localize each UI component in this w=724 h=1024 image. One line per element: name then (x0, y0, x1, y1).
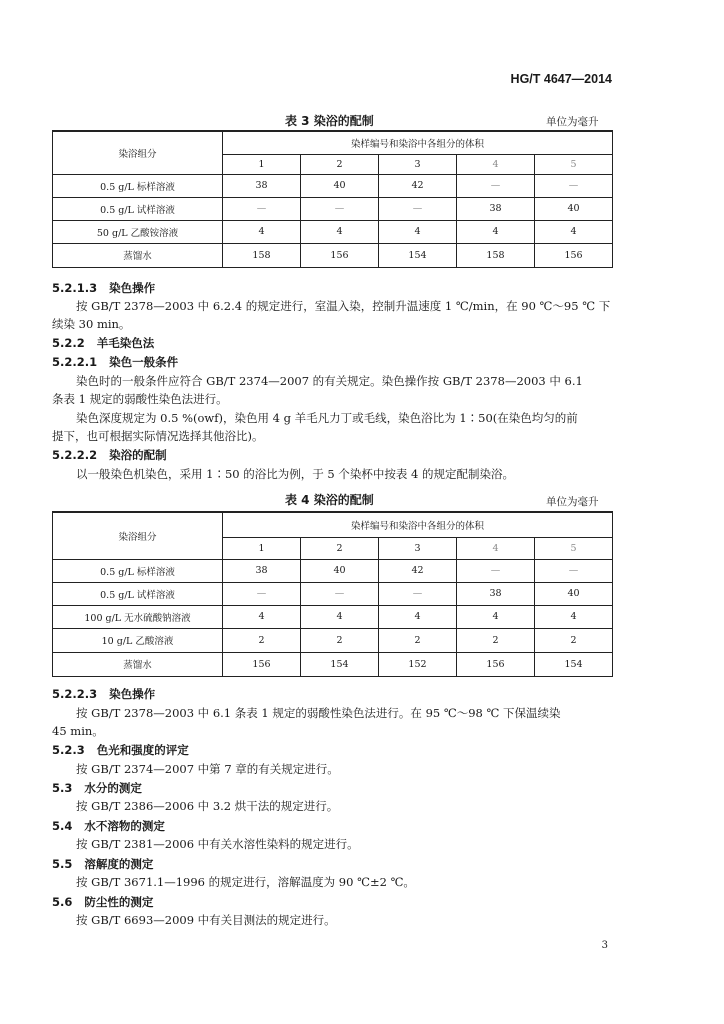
row-label: 蒸馏水 (53, 652, 223, 676)
page-number: 3 (601, 940, 608, 951)
table3-sample-number: 4 (457, 154, 535, 174)
section-number: 5.5 (52, 857, 73, 871)
paragraph-line: 染色时的一般条件应符合 GB/T 2374—2007 的有关规定。染色操作按 GB/T 2378—2003 中 6.1 (76, 374, 583, 388)
paragraph-line: 条表 1 规定的弱酸性染色法进行。 (52, 392, 228, 406)
cell-value: 38 (223, 559, 301, 582)
row-label: 0.5 g/L 标样溶液 (53, 174, 223, 197)
table4-sample-number: 5 (535, 537, 613, 559)
table4-sample-number: 2 (301, 537, 379, 559)
section-number: 5.2.2 (52, 336, 85, 350)
table4-sample-number: 3 (379, 537, 457, 559)
paragraph-line: 按 GB/T 2381—2006 中有关水溶性染料的规定进行。 (76, 837, 359, 851)
cell-value: — (223, 582, 301, 605)
cell-value: — (379, 582, 457, 605)
cell-value: — (223, 197, 301, 220)
table3 (52, 130, 613, 268)
table-row (53, 243, 613, 267)
table-row (53, 628, 613, 652)
section-heading-5-2-2 (52, 335, 154, 351)
cell-value: 2 (457, 628, 535, 652)
cell-value: 4 (535, 605, 613, 628)
table4-sample-number: 4 (457, 537, 535, 559)
cell-value: 156 (301, 243, 379, 267)
row-label: 0.5 g/L 标样溶液 (53, 559, 223, 582)
table3-component-header: 染浴组分 (53, 131, 223, 174)
cell-value: 40 (301, 174, 379, 197)
section-number: 5.3 (52, 781, 73, 795)
cell-value: 4 (379, 220, 457, 243)
cell-value: 154 (301, 652, 379, 676)
table4-sample-number: 1 (223, 537, 301, 559)
cell-value: 40 (535, 582, 613, 605)
paragraph-line: 以一般染色机染色，采用 1∶50 的浴比为例，于 5 个染杯中按表 4 的规定配制染浴。 (76, 467, 515, 481)
section-number: 5.4 (52, 819, 73, 833)
standard-code: HG/T 4647—2014 (510, 72, 612, 86)
paragraph-line: 按 GB/T 6693—2009 中有关目测法的规定进行。 (76, 913, 336, 927)
table4-caption: 表 4 染浴的配制 (285, 493, 374, 507)
section-number: 5.2.2.3 (52, 687, 98, 701)
cell-value: 38 (457, 197, 535, 220)
row-label: 100 g/L 无水硫酸钠溶液 (53, 605, 223, 628)
table3-group-header: 染样编号和染浴中各组分的体积 (223, 131, 613, 154)
cell-value: 156 (535, 243, 613, 267)
section-title: 水不溶物的测定 (84, 819, 165, 833)
table4-group-header: 染样编号和染浴中各组分的体积 (223, 512, 613, 537)
cell-value: 156 (223, 652, 301, 676)
section-title: 染色一般条件 (109, 355, 179, 369)
table4-component-header: 染浴组分 (53, 512, 223, 559)
cell-value: 4 (535, 220, 613, 243)
paragraph-line: 按 GB/T 2378—2003 中 6.1 条表 1 规定的弱酸性染色法进行。在 95 ℃～98 ℃ 下保温续染 (76, 706, 561, 720)
table3-unit: 单位为毫升 (546, 116, 599, 128)
cell-value: 4 (379, 605, 457, 628)
cell-value: 156 (457, 652, 535, 676)
cell-value: — (535, 559, 613, 582)
section-title: 染色操作 (109, 281, 156, 295)
section-heading-5-2-2-3 (52, 686, 155, 702)
row-label: 0.5 g/L 试样溶液 (53, 582, 223, 605)
table3-sample-number: 2 (301, 154, 379, 174)
section-number: 5.2.3 (52, 743, 85, 757)
table3-sample-number: 5 (535, 154, 613, 174)
section-title: 染浴的配制 (109, 448, 167, 462)
cell-value: 38 (457, 582, 535, 605)
paragraph-line: 续染 30 min。 (52, 317, 131, 331)
cell-value: 4 (301, 220, 379, 243)
section-title: 色光和强度的评定 (96, 743, 189, 757)
cell-value: — (379, 197, 457, 220)
table-row (53, 174, 613, 197)
table-row (53, 582, 613, 605)
row-label: 蒸馏水 (53, 243, 223, 267)
cell-value: — (535, 174, 613, 197)
cell-value: 2 (301, 628, 379, 652)
table-row (53, 197, 613, 220)
section-number: 5.2.2.2 (52, 448, 98, 462)
cell-value: 4 (223, 220, 301, 243)
cell-value: 154 (379, 243, 457, 267)
cell-value: 152 (379, 652, 457, 676)
section-title: 溶解度的测定 (84, 857, 154, 871)
section-number: 5.6 (52, 895, 73, 909)
cell-value: 38 (223, 174, 301, 197)
cell-value: 4 (457, 220, 535, 243)
section-title: 防尘性的测定 (84, 895, 154, 909)
row-label: 0.5 g/L 试样溶液 (53, 197, 223, 220)
section-number: 5.2.2.1 (52, 355, 98, 369)
cell-value: 40 (535, 197, 613, 220)
table-row (53, 605, 613, 628)
table4 (52, 511, 613, 677)
cell-value: — (457, 559, 535, 582)
table3-caption: 表 3 染浴的配制 (285, 114, 374, 128)
section-title: 水分的测定 (84, 781, 142, 795)
section-heading-5-2-2-1 (52, 354, 178, 370)
cell-value: 158 (457, 243, 535, 267)
paragraph-line: 提下，也可根据实际情况选择其他浴比)。 (52, 429, 264, 443)
table-row (53, 220, 613, 243)
section-heading-5-3 (52, 780, 142, 796)
section-heading-5-4 (52, 818, 165, 834)
paragraph-line: 45 min。 (52, 724, 104, 738)
section-heading-5-2-3 (52, 742, 189, 758)
section-number: 5.2.1.3 (52, 281, 98, 295)
section-heading-5-5 (52, 856, 153, 872)
cell-value: 2 (223, 628, 301, 652)
table3-sample-number: 1 (223, 154, 301, 174)
cell-value: — (301, 582, 379, 605)
cell-value: 2 (535, 628, 613, 652)
table4-unit: 单位为毫升 (546, 496, 599, 508)
cell-value: 42 (379, 559, 457, 582)
table3-sample-number: 3 (379, 154, 457, 174)
paragraph-line: 按 GB/T 2374—2007 中第 7 章的有关规定进行。 (76, 762, 339, 776)
cell-value: 4 (223, 605, 301, 628)
cell-value: — (457, 174, 535, 197)
section-title: 羊毛染色法 (96, 336, 155, 350)
paragraph-line: 按 GB/T 2386—2006 中 3.2 烘干法的规定进行。 (76, 799, 339, 813)
section-heading-5-2-2-2 (52, 447, 167, 463)
cell-value: 40 (301, 559, 379, 582)
section-title: 染色操作 (109, 687, 156, 701)
table-row (53, 559, 613, 582)
cell-value: 2 (379, 628, 457, 652)
paragraph-line: 按 GB/T 2378—2003 中 6.2.4 的规定进行，室温入染，控制升温速度 1 ℃/min，在 90 ℃～95 ℃ 下 (76, 299, 611, 313)
cell-value: 4 (457, 605, 535, 628)
section-heading-5-6 (52, 894, 153, 910)
table-row (53, 652, 613, 676)
cell-value: 42 (379, 174, 457, 197)
cell-value: — (301, 197, 379, 220)
row-label: 50 g/L 乙酸铵溶液 (53, 220, 223, 243)
paragraph-line: 按 GB/T 3671.1—1996 的规定进行，溶解温度为 90 ℃±2 ℃。 (76, 875, 415, 889)
cell-value: 154 (535, 652, 613, 676)
section-heading-5-2-1-3 (52, 280, 155, 296)
cell-value: 158 (223, 243, 301, 267)
paragraph-line: 染色深度规定为 0.5 %(owf)，染色用 4 g 羊毛凡力丁或毛线，染色浴比为 1∶50(在染色均匀的前 (76, 411, 578, 425)
cell-value: 4 (301, 605, 379, 628)
row-label: 10 g/L 乙酸溶液 (53, 628, 223, 652)
